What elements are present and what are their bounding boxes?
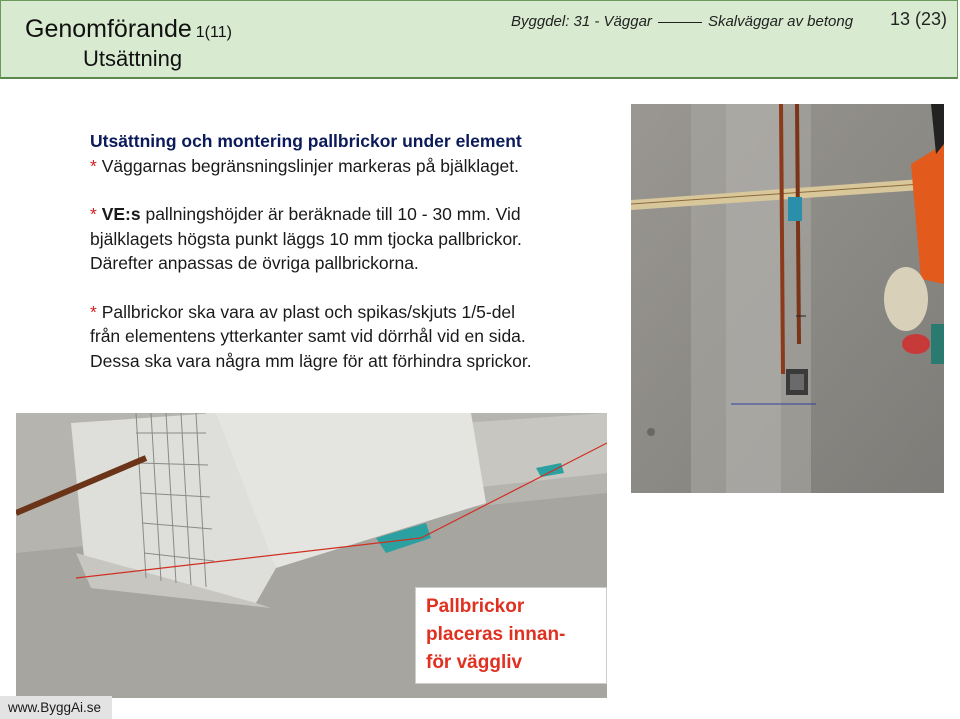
slide-title: Genomförande 1(11) [25, 15, 232, 43]
page-number: 13 (23) [889, 9, 947, 29]
bullet-item: * Pallbrickor ska vara av plast och spikas/skjuts 1/5-del [90, 301, 516, 322]
breadcrumb-part: Byggdel: 31 - Väggar [511, 13, 652, 30]
footer-site-link[interactable]: www.ByggAi.se [0, 696, 112, 719]
bullet-item: * Väggarnas begränsningslinjer markeras på bjälklaget. [90, 155, 520, 176]
title-page-count: 1(11) [195, 24, 232, 41]
bullet-continuation: Dessa ska vara några mm lägre för att förhindra sprickor. [90, 350, 532, 371]
photo-floor-marking [631, 104, 944, 493]
slide-header [0, 0, 958, 79]
callout-line: placeras innan- [426, 624, 566, 645]
breadcrumb-part: Skalväggar av betong [707, 13, 854, 30]
body-text [90, 129, 650, 373]
bullet-continuation: bjälklagets högsta punkt läggs 10 mm tjocka pallbrickor. [90, 228, 522, 249]
photo-callout [415, 587, 607, 684]
callout-line: för väggliv [426, 652, 523, 673]
section-heading: Utsättning och montering pallbrickor under element [90, 131, 522, 151]
bullet-continuation: från elementens ytterkanter samt vid dörrhål vid en sida. [90, 326, 526, 346]
bullet-item: * VE:s pallningshöjder är beräknade till 10 - 30 mm. Vid [90, 204, 521, 224]
callout-line: Pallbrickor [426, 596, 525, 617]
bullet-continuation: Därefter anpassas de övriga pallbrickorna. [90, 253, 419, 273]
breadcrumb [511, 13, 853, 30]
slide-subtitle: Utsättning [83, 46, 183, 71]
breadcrumb-separator [658, 22, 702, 23]
